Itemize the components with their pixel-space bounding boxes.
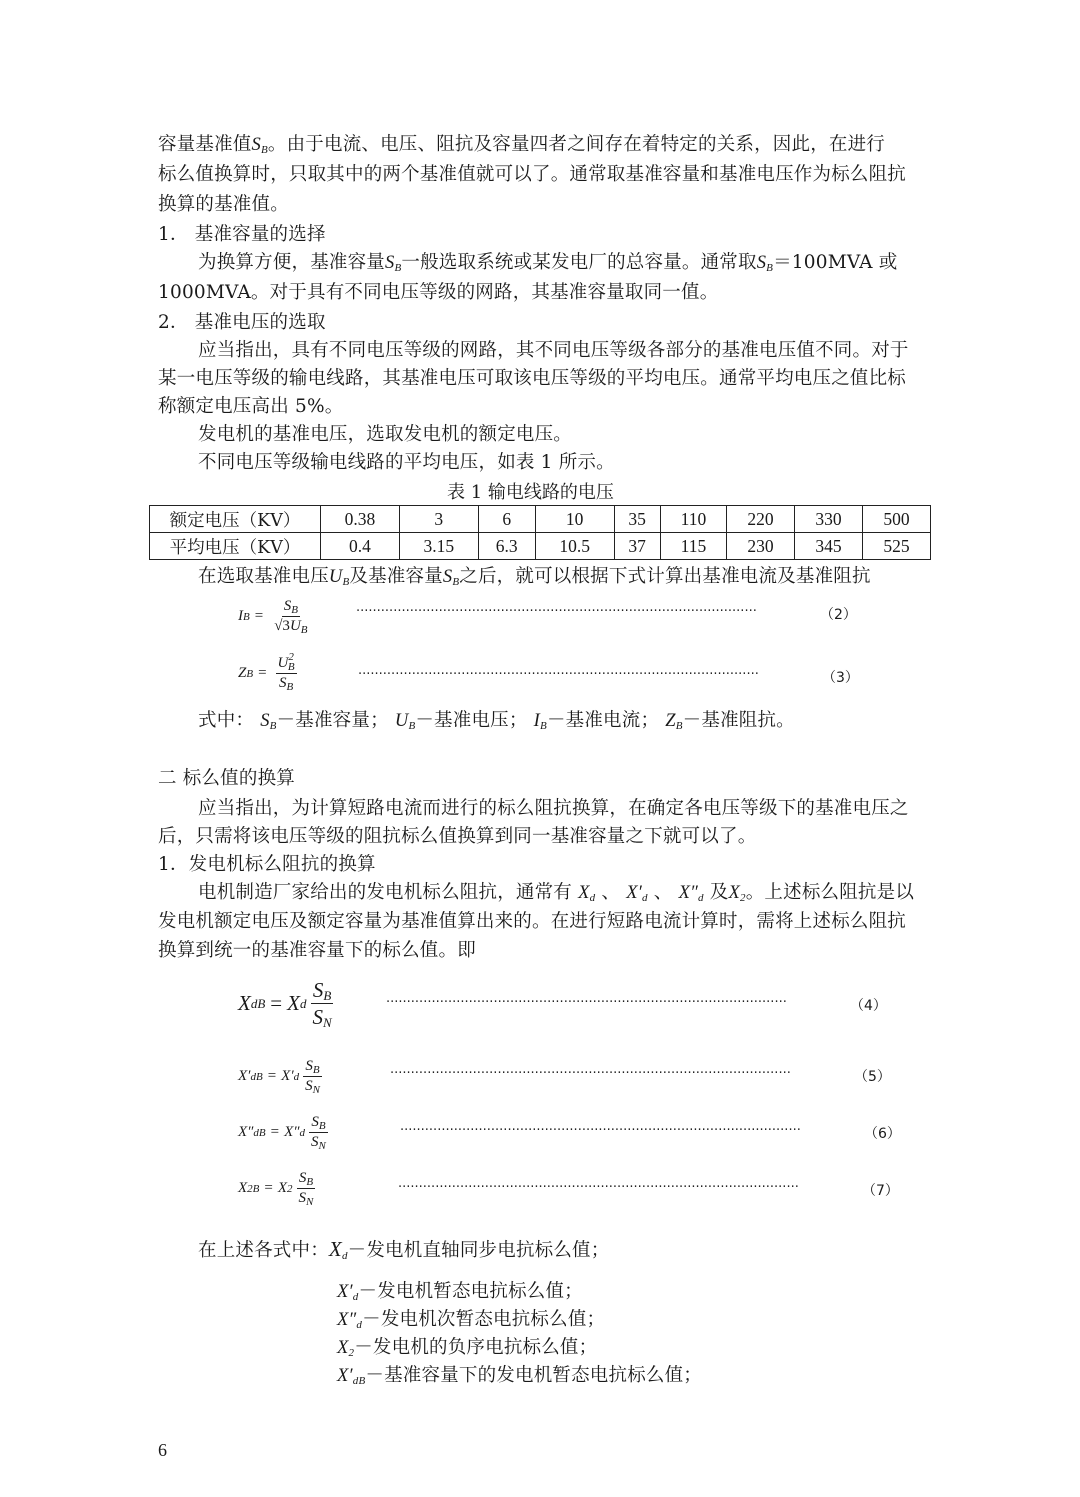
table-cell: 500 [862, 506, 930, 533]
text-line: 容量基准值$S_B$。由于电流、电压、阻抗及容量四者之间存在着特定的关系，因此，在进行 [158, 134, 885, 156]
text-line: 电机制造厂家给出的发电机标么阻抗，通常有 $X_d$ 、 $X'_d$ 、 $X''_d$ 及$X_2$。上述标么阻抗是以 [198, 882, 915, 904]
equation-number: （2） [820, 607, 857, 623]
text-line: 应当指出，具有不同电压等级的网路，其不同电压等级各部分的基准电压值不同。对于 [198, 340, 909, 361]
text-line: 换算到统一的基准容量下的标么值。即 [158, 940, 476, 961]
row-header: 平均电压（KV） [150, 533, 321, 560]
text-line: 换算的基准值。 [158, 194, 289, 215]
table-cell: 10 [535, 506, 614, 533]
text-line: 后，只需将该电压等级的阻抗标么值换算到同一基准容量之下就可以了。 [158, 826, 757, 847]
row-header: 额定电压（KV） [150, 506, 321, 533]
text-line: 发电机的基准电压，选取发电机的额定电压。 [198, 424, 573, 445]
equation-3: Z B = $\frac{U^2_B}{S_B}$ [238, 651, 295, 694]
text-line: 某一电压等级的输电线路，其基准电压可取该电压等级的平均电压。通常平均电压之值比标 [158, 368, 907, 389]
table-cell: 0.4 [321, 533, 400, 560]
equation-number: （4） [850, 998, 887, 1014]
text-line: 应当指出，为计算短路电流而进行的标么阻抗换算，在确定各电压等级下的基准电压之 [198, 798, 909, 819]
table-cell: 6 [478, 506, 535, 533]
table-cell: 0.38 [321, 506, 400, 533]
table-cell: 525 [862, 533, 930, 560]
table-cell: 3 [399, 506, 478, 533]
dot-leader: ································································································· [356, 604, 757, 619]
equation-number: （6） [864, 1126, 901, 1142]
table-cell: 110 [660, 506, 726, 533]
dot-leader: ································································································· [400, 1123, 801, 1138]
equation-4: X dB = X d $\frac{S_B}{S_N}$ [238, 978, 332, 1031]
section-heading: 二 标么值的换算 [158, 768, 295, 789]
section-heading: 1． 基准容量的选择 [158, 224, 326, 245]
equation-7: X 2B = X 2 $\frac{S_B}{S_N}$ [238, 1170, 314, 1209]
table-cell: 3.15 [399, 533, 478, 560]
voltage-table [149, 505, 931, 560]
text-line: 1000MVA。对于具有不同电压等级的网路，其基准容量取同一值。 [158, 282, 719, 303]
equation-number: （3） [822, 670, 859, 686]
text-line: 不同电压等级输电线路的平均电压，如表 1 所示。 [198, 452, 615, 473]
table-cell: 230 [727, 533, 795, 560]
table-cell: 330 [795, 506, 863, 533]
text-line: $X'_d-$发电机暂态电抗标么值； [337, 1281, 583, 1303]
section-heading: 1．发电机标么阻抗的换算 [158, 854, 376, 875]
dot-leader: ································································································· [386, 995, 787, 1010]
table-cell: 35 [614, 506, 660, 533]
dot-leader: ································································································· [398, 1180, 799, 1195]
table-caption: 表 1 输电线路的电压 [447, 482, 614, 503]
equation-2: I B = $\frac{S_B}{√3U_B}$ [238, 598, 308, 637]
section-heading: 2． 基准电压的选取 [158, 312, 326, 333]
equation-6: X ″ dB = X ″ d $\frac{S_B}{S_N}$ [238, 1114, 326, 1153]
equation-5: X ′ dB = X ′ d $\frac{S_B}{S_N}$ [238, 1058, 320, 1097]
table-cell: 10.5 [535, 533, 614, 560]
equation-number: （5） [854, 1069, 891, 1085]
table-cell: 37 [614, 533, 660, 560]
text-line: $X'_{dB}-$基准容量下的发电机暂态电抗标么值； [337, 1365, 702, 1387]
text-line: 标么值换算时，只取其中的两个基准值就可以了。通常取基准容量和基准电压作为标么阻抗 [158, 164, 907, 185]
page-number: 6 [158, 1440, 167, 1460]
table-cell: 220 [727, 506, 795, 533]
text-line: $X''_d-$发电机次暂态电抗标么值； [337, 1309, 606, 1331]
text-line: 式中： $S_B-$基准容量； $U_B-$基准电压； $I_B-$基准电流； $Z_B-$基准阻抗。 [198, 710, 795, 732]
table-cell: 345 [795, 533, 863, 560]
text-line: 为换算方便，基准容量$S_B$一般选取系统或某发电厂的总容量。通常取$S_B=100MVA$ 或 [198, 252, 898, 274]
table-row [150, 533, 931, 560]
text-line: 在上述各式中：$X_d-$发电机直轴同步电抗标么值； [198, 1237, 610, 1262]
table-row [150, 506, 931, 533]
table-cell: 115 [660, 533, 726, 560]
equation-number: （7） [862, 1183, 899, 1199]
text-line: 称额定电压高出 5%。 [158, 396, 344, 417]
text-line: 在选取基准电压$U_B$及基准容量$S_B$之后，就可以根据下式计算出基准电流及基准阻抗 [198, 566, 871, 588]
text-line: $X_2-$发电机的负序电抗标么值； [337, 1337, 598, 1359]
table-cell: 6.3 [478, 533, 535, 560]
text-line: 发电机额定电压及额定容量为基准值算出来的。在进行短路电流计算时，需将上述标么阻抗 [158, 911, 907, 932]
dot-leader: ································································································· [358, 667, 759, 682]
dot-leader: ································································································· [390, 1066, 791, 1081]
